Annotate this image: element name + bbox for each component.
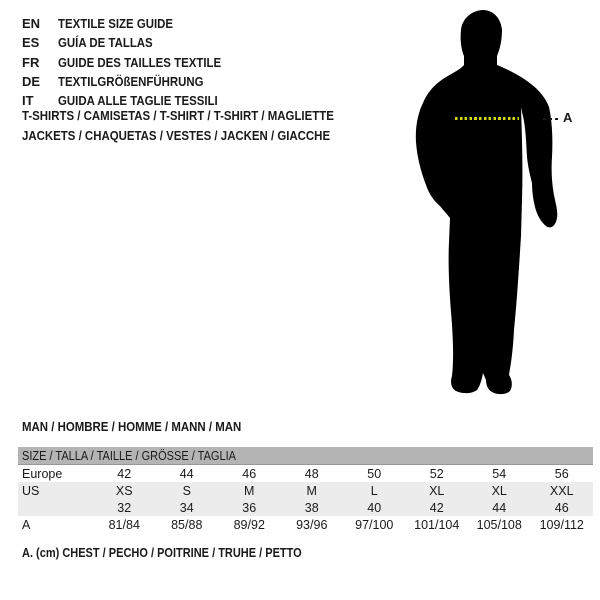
size-value: 50 <box>367 466 382 481</box>
size-table-header-text: SIZE / TALLA / TAILLE / GRÖSSE / TAGLIA <box>22 448 236 463</box>
size-value: 89/92 <box>233 517 265 532</box>
language-code: IT <box>22 93 34 109</box>
size-value: L <box>343 482 406 499</box>
size-value: 38 <box>281 499 344 516</box>
man-silhouette <box>400 8 575 398</box>
row-label: A <box>22 517 31 532</box>
size-value: 93/96 <box>296 517 328 532</box>
language-code: FR <box>22 54 40 70</box>
size-value: M <box>218 482 281 499</box>
measure-label-a: A <box>563 110 573 125</box>
size-value: 81/84 <box>108 517 140 532</box>
size-value: 36 <box>218 499 281 516</box>
chest-measure-leader-line <box>543 118 559 120</box>
size-value: 48 <box>304 466 319 481</box>
language-row-de <box>22 72 243 91</box>
language-code: ES <box>22 35 40 51</box>
size-value: 54 <box>492 466 507 481</box>
size-table-header-cell <box>18 447 593 465</box>
row-label: US <box>18 482 93 499</box>
table-row-us <box>18 482 593 499</box>
table-row-chest-a <box>18 516 593 533</box>
chest-measure-line <box>455 117 519 120</box>
language-row-es <box>22 33 243 52</box>
size-value: M <box>281 482 344 499</box>
language-code: EN <box>22 16 41 32</box>
row-label: Europe <box>22 466 63 481</box>
size-value: 46 <box>242 466 257 481</box>
footnote-text: A. (cm) CHEST / PECHO / POITRINE / TRUHE / PETTO <box>22 546 302 560</box>
size-value: 52 <box>429 466 444 481</box>
size-value: 42 <box>117 466 132 481</box>
section-title-text: MAN / HOMBRE / HOMME / MANN / MAN <box>22 419 242 434</box>
language-label: TEXTILGRÖßENFÜHRUNG <box>58 74 204 90</box>
size-value: 44 <box>179 466 194 481</box>
language-guide-list <box>22 14 243 110</box>
language-row-fr <box>22 53 243 72</box>
size-value: S <box>156 482 219 499</box>
language-code: DE <box>22 74 41 90</box>
language-label: TEXTILE SIZE GUIDE <box>58 16 174 32</box>
man-figure <box>400 8 580 400</box>
language-label: GUÍA DE TALLAS <box>58 35 153 51</box>
category-line-tshirts: T-SHIRTS / CAMISETAS / T-SHIRT / T-SHIRT / MAGLIETTE <box>22 108 334 123</box>
size-value: 109/112 <box>539 517 584 532</box>
size-value: 105/108 <box>476 517 522 532</box>
table-row-alt-size <box>18 499 593 516</box>
size-value: XXL <box>531 482 594 499</box>
size-table-header-row <box>18 447 593 465</box>
size-value: 97/100 <box>355 517 394 532</box>
size-value: 101/104 <box>414 517 460 532</box>
language-label: GUIDE DES TAILLES TEXTILE <box>58 54 222 70</box>
category-line-jackets: JACKETS / CHAQUETAS / VESTES / JACKEN / GIACCHE <box>22 127 331 143</box>
table-row-europe <box>18 465 593 483</box>
size-value: 40 <box>343 499 406 516</box>
size-value: 42 <box>406 499 469 516</box>
language-label: GUIDA ALLE TAGLIE TESSILI <box>58 93 218 109</box>
section-title-man <box>22 419 271 434</box>
size-value: XL <box>406 482 469 499</box>
size-value: 46 <box>531 499 594 516</box>
size-value: XS <box>93 482 156 499</box>
garment-categories <box>22 106 376 145</box>
footnote-chest-measure <box>22 546 340 560</box>
size-table <box>18 447 593 533</box>
size-value: XL <box>468 482 531 499</box>
size-value: 85/88 <box>171 517 203 532</box>
language-row-en <box>22 14 243 33</box>
size-value: 44 <box>468 499 531 516</box>
size-value: 32 <box>93 499 156 516</box>
row-label <box>18 499 93 516</box>
size-value: 56 <box>554 466 569 481</box>
size-value: 34 <box>156 499 219 516</box>
